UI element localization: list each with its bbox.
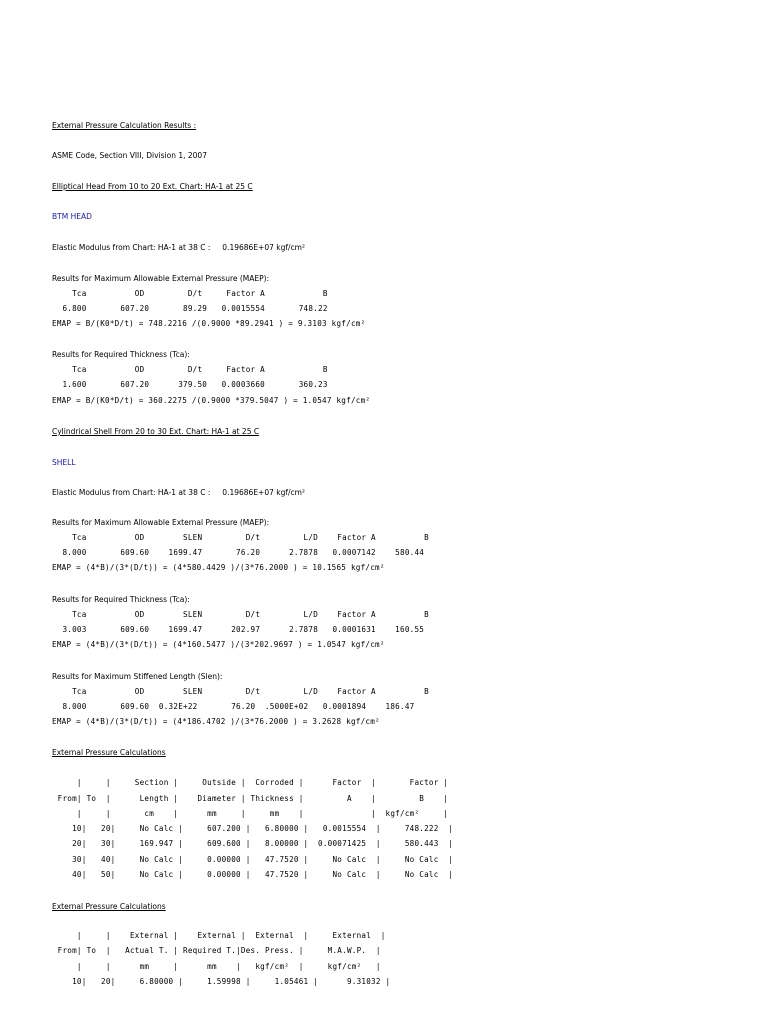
report-title: External Pressure Calculation Results : — [52, 121, 197, 130]
table2-row: 10| 20| 6.80000 | 1.59998 | 1.05461 | 9.31032 | — [48, 977, 391, 986]
head-item-name: BTM HEAD — [52, 212, 92, 221]
head-tca-row: 1.600 607.20 379.50 0.0003660 360.23 — [48, 380, 328, 389]
table1-row: 40| 50| No Calc | 0.00000 | 47.7520 | No Calc | No Calc | — [48, 870, 454, 879]
table1-title: External Pressure Calculations — [52, 748, 166, 757]
table1-line: | | cm | mm | mm | | kgf/cm² | — [48, 809, 449, 818]
shell-tca-title: Results for Required Thickness (Tca): — [52, 595, 190, 604]
shell-item-name: SHELL — [52, 458, 76, 467]
head-tca-title: Results for Required Thickness (Tca): — [52, 350, 190, 359]
shell-slen-header: Tca OD SLEN D/t L/D Factor A B — [48, 687, 429, 696]
head-tca-equation: EMAP = B/(K0*D/t) = 360.2275 /(0.9000 *379.5047 ) = 1.0547 kgf/cm² — [52, 396, 371, 405]
shell-tca-header: Tca OD SLEN D/t L/D Factor A B — [48, 610, 429, 619]
table2-line: | | mm | mm | kgf/cm² | kgf/cm² | — [48, 962, 381, 971]
head-maep-header: Tca OD D/t Factor A B — [48, 289, 328, 298]
head-tca-header: Tca OD D/t Factor A B — [48, 365, 328, 374]
table2-title: External Pressure Calculations — [52, 902, 166, 911]
table1-row: 20| 30| 169.947 | 609.600 | 8.00000 | 0.00071425 | 580.443 | — [48, 839, 454, 848]
table1-line: | | Section | Outside | Corroded | Factor | Factor | — [48, 778, 449, 787]
shell-maep-equation: EMAP = (4*B)/(3*(D/t)) = (4*580.4429 )/(3*76.2000 ) = 10.1565 kgf/cm² — [52, 563, 385, 572]
shell-elastic-modulus: Elastic Modulus from Chart: HA-1 at 38 C : 0.19686E+07 kgf/cm² — [52, 488, 305, 497]
shell-tca-row: 3.003 609.60 1699.47 202.97 2.7878 0.0001631 160.55 — [48, 625, 425, 634]
table1-line: From| To | Length | Diameter | Thickness | A | B | — [48, 794, 449, 803]
head-maep-equation: EMAP = B/(K0*D/t) = 748.2216 /(0.9000 *89.2941 ) = 9.3103 kgf/cm² — [52, 319, 366, 328]
table2-line: | | External | External | External | External | — [48, 931, 386, 940]
head-maep-title: Results for Maximum Allowable External Pressure (MAEP): — [52, 274, 270, 283]
shell-slen-title: Results for Maximum Stiffened Length (Slen): — [52, 672, 223, 681]
shell-maep-header: Tca OD SLEN D/t L/D Factor A B — [48, 533, 429, 542]
shell-slen-equation: EMAP = (4*B)/(3*(D/t)) = (4*186.4702 )/(3*76.2000 ) = 3.2628 kgf/cm² — [52, 717, 380, 726]
shell-heading: Cylindrical Shell From 20 to 30 Ext. Chart: HA-1 at 25 C — [52, 427, 260, 436]
head-maep-row: 6.800 607.20 89.29 0.0015554 748.22 — [48, 304, 328, 313]
code-reference: ASME Code, Section VIII, Division 1, 2007 — [52, 151, 207, 160]
head-elastic-modulus: Elastic Modulus from Chart: HA-1 at 38 C : 0.19686E+07 kgf/cm² — [52, 243, 305, 252]
shell-slen-row: 8.000 609.60 0.32E+22 76.20 .5000E+02 0.0001894 186.47 — [48, 702, 415, 711]
table1-row: 30| 40| No Calc | 0.00000 | 47.7520 | No Calc | No Calc | — [48, 855, 454, 864]
head-heading: Elliptical Head From 10 to 20 Ext. Chart: HA-1 at 25 C — [52, 182, 253, 191]
shell-maep-title: Results for Maximum Allowable External Pressure (MAEP): — [52, 518, 270, 527]
shell-tca-equation: EMAP = (4*B)/(3*(D/t)) = (4*160.5477 )/(3*202.9697 ) = 1.0547 kgf/cm² — [52, 640, 385, 649]
shell-maep-row: 8.000 609.60 1699.47 76.20 2.7878 0.0007142 580.44 — [48, 548, 425, 557]
table1-row: 10| 20| No Calc | 607.200 | 6.80000 | 0.0015554 | 748.222 | — [48, 824, 454, 833]
table2-line: From| To | Actual T. | Required T.|Des. Press. | M.A.W.P. | — [48, 946, 381, 955]
